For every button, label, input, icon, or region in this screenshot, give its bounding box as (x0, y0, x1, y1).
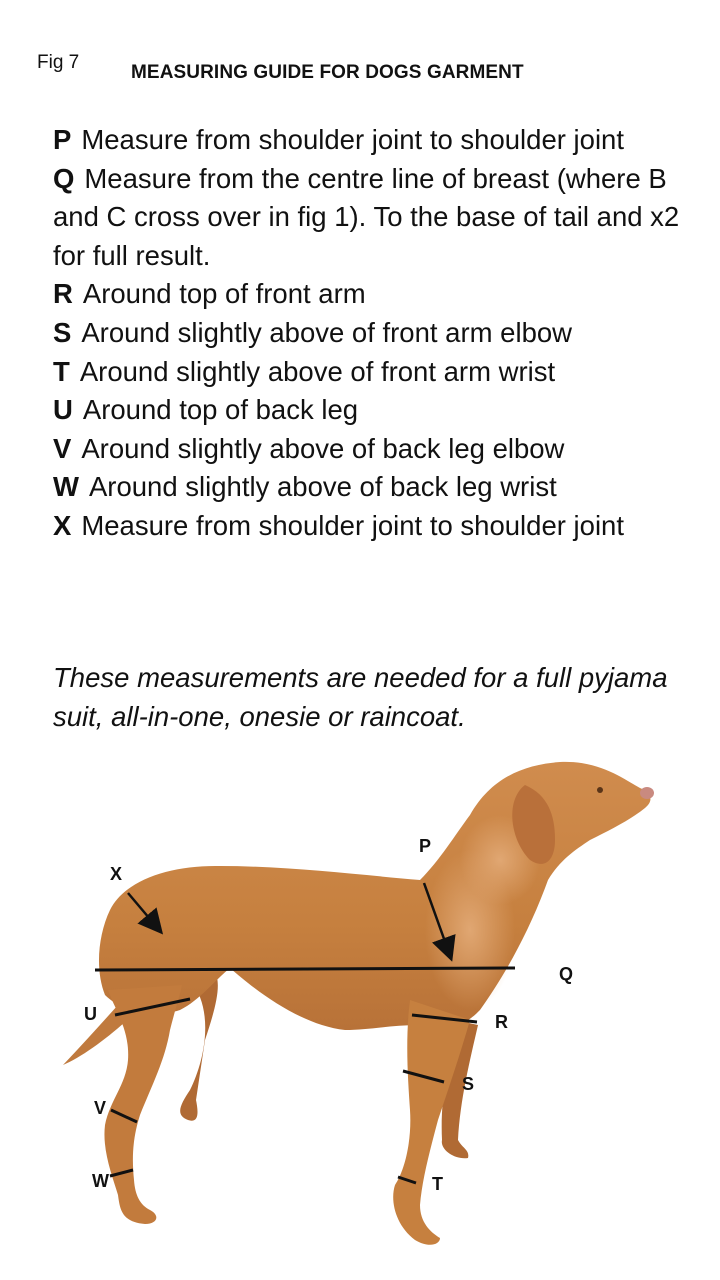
measurement-item-s (53, 314, 693, 353)
item-letter: P (53, 124, 72, 155)
usage-note: These measurements are needed for a full pyjama suit, all-in-one, onesie or raincoat. (53, 662, 668, 732)
measurement-item-w (53, 468, 693, 507)
measurement-list (53, 121, 693, 546)
label-s: S (462, 1074, 475, 1094)
label-q: Q (559, 964, 574, 984)
item-text: Around slightly above of front arm wrist (79, 355, 556, 387)
item-text: Around slightly above of back leg elbow (81, 432, 565, 464)
item-letter: S (53, 316, 72, 348)
label-t: T (432, 1174, 443, 1194)
item-letter: W (53, 471, 79, 503)
item-text: Measure from shoulder joint to shoulder joint (81, 124, 624, 155)
label-r: R (495, 1012, 508, 1032)
item-text: Around slightly above of front arm elbow (81, 316, 573, 348)
item-letter: R (53, 278, 73, 310)
item-letter: V (53, 432, 72, 464)
measurement-item-v (53, 430, 693, 469)
figure-label: Fig 7 (37, 52, 80, 73)
measurement-item-t (53, 353, 693, 392)
measurement-item-q (53, 160, 693, 276)
label-w: W (92, 1171, 109, 1191)
dog-body (99, 762, 650, 1030)
item-text: Measure from shoulder joint to shoulder joint (81, 509, 624, 541)
item-text: Measure from the centre line of breast (where B and C cross over in fig 1). To the base of tail and x2 for full result. (53, 162, 680, 271)
item-letter: Q (53, 162, 75, 194)
label-u: U (84, 1004, 97, 1024)
item-letter: T (53, 355, 70, 387)
page-title: MEASURING GUIDE FOR DOGS GARMENT (131, 62, 524, 83)
dog-nose (640, 787, 654, 799)
item-letter: U (53, 394, 73, 426)
label-x: X (110, 864, 123, 884)
item-text: Around top of front arm (82, 278, 366, 310)
dog-measurement-diagram (0, 740, 720, 1260)
q-measure-line (95, 968, 515, 970)
measurement-item-r (53, 275, 693, 314)
item-text: Around top of back leg (82, 394, 359, 426)
measurement-item-x (53, 507, 693, 546)
measurement-item-p (53, 121, 693, 160)
measurement-item-u (53, 391, 693, 430)
item-text: Around slightly above of back leg wrist (88, 471, 557, 503)
dog-eye (597, 787, 603, 793)
item-letter: X (53, 509, 72, 541)
label-p: P (419, 836, 432, 856)
label-v: V (94, 1098, 107, 1118)
